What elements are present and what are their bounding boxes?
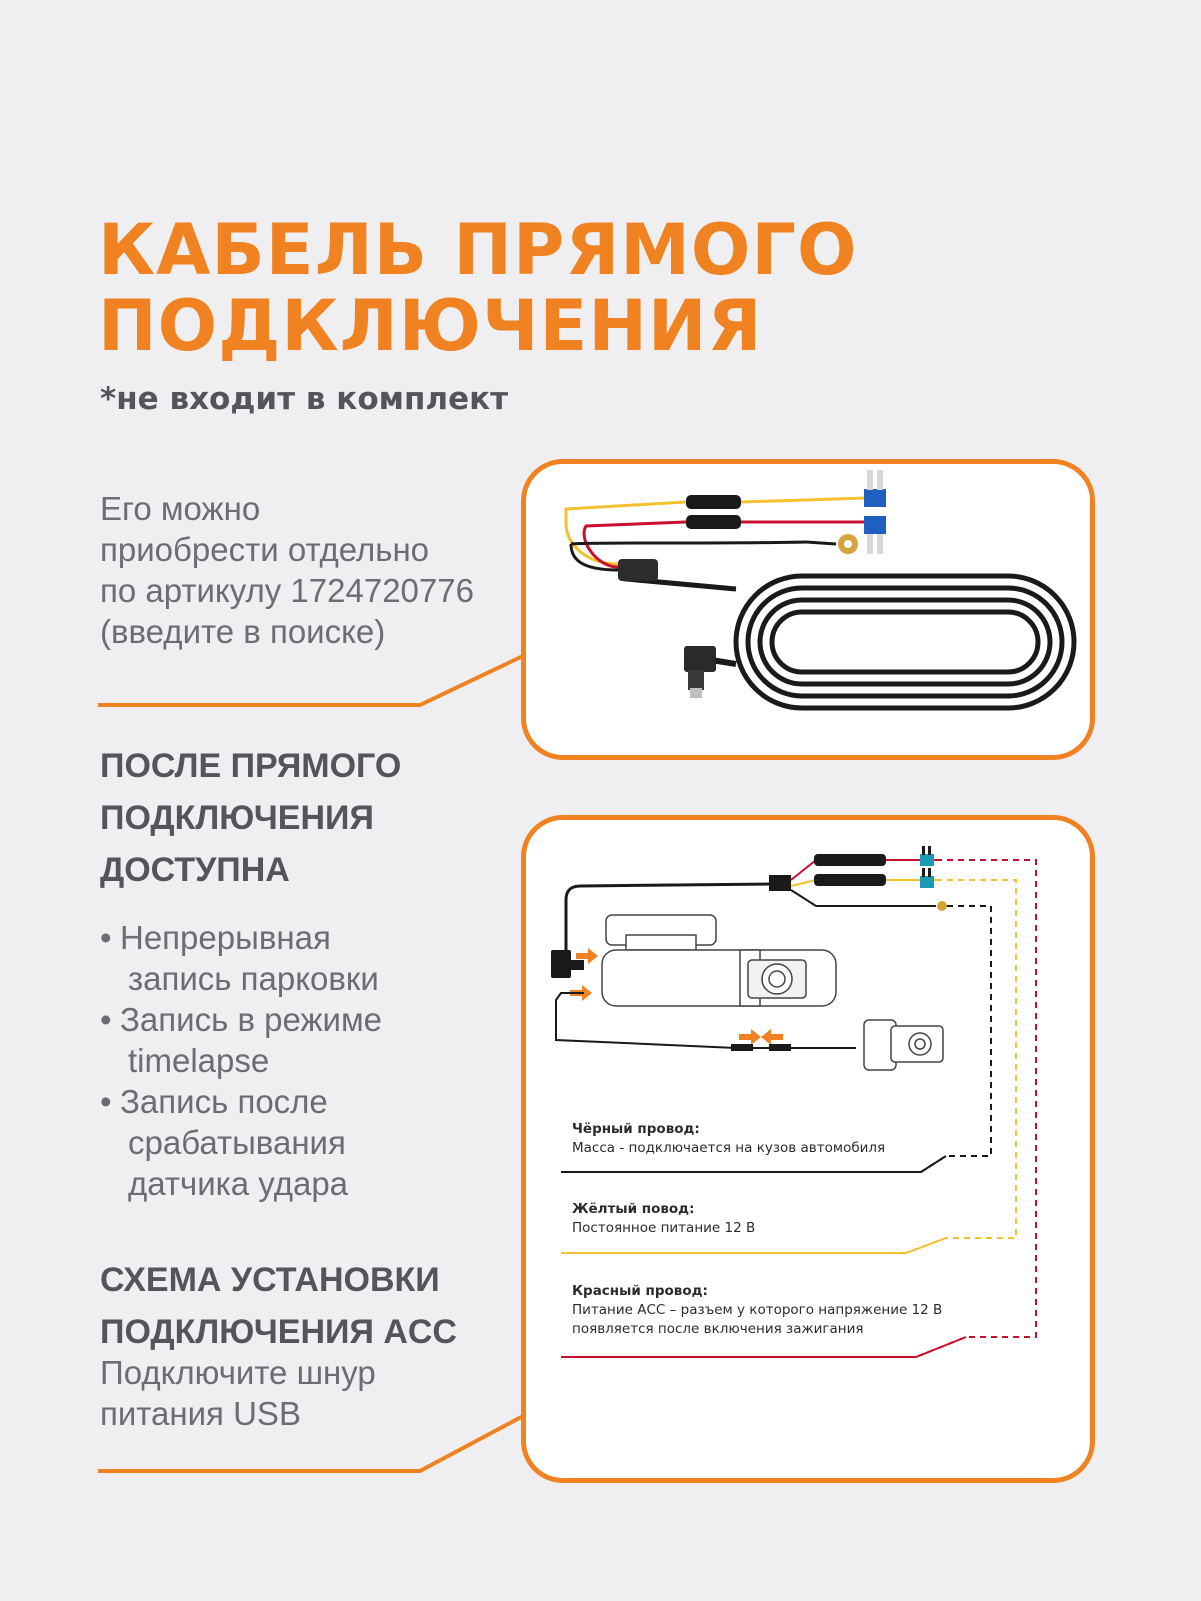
wire-label-title: Чёрный провод: [572,1121,700,1137]
wire-label-desc: Постоянное питание 12 В [572,1220,756,1236]
wire-label-desc: Масса - подключается на кузов автомобиля [572,1140,886,1156]
installation-body [100,1352,376,1434]
installation-heading-line: ПОДКЛЮЧЕНИЯ ACC [100,1313,457,1351]
dashcam-rear-icon [864,1020,943,1070]
wire-label-desc: Питание АСС – разъем у которого напряжение 12 В [572,1302,943,1318]
features-heading-line: ПОДКЛЮЧЕНИЯ [100,799,374,837]
fuse-tap-icon [864,470,886,554]
feature-item-line: • Запись после [120,1083,328,1120]
features-heading-line: ПОСЛЕ ПРЯМОГО [100,747,402,785]
feature-item [100,917,382,999]
fuse-holder-icon [814,854,886,886]
wire-label-title: Жёлтый повод: [572,1201,695,1217]
cable-coil-icon [736,576,1074,708]
features-heading-line: ДОСТУПНА [100,851,290,889]
connector-line-top [98,655,525,705]
wiring-diagram-card [521,815,1095,1483]
purchase-note-line: по артикулу 1724720776 [100,572,474,609]
feature-item-line: • Запись в режиме [120,1001,383,1038]
feature-item-line: срабатывания [128,1124,346,1161]
feature-item-line: датчика удара [128,1165,349,1202]
ground-terminal-icon [806,534,858,554]
wire-label-yellow [572,1200,755,1238]
features-heading [100,740,401,896]
inline-connector-icon [618,559,658,581]
purchase-note-line: Его можно [100,490,261,527]
usb-plug-icon [684,646,736,698]
feature-item-line: • Непрерывная [120,919,331,956]
purchase-note [100,488,520,652]
fuse-tap-icon [920,846,934,888]
installation-body-line: питания USB [100,1395,301,1432]
purchase-note-line: (введите в поиске) [100,613,386,650]
feature-item-line: запись парковки [128,960,379,997]
wire-label-red [572,1282,942,1339]
ground-terminal-icon [937,901,947,911]
feature-item-line: timelapse [128,1042,270,1079]
purchase-note-line: приобрести отдельно [100,531,430,568]
cable-illustration [526,464,1090,755]
page-subtitle: *не входит в комплект [100,381,509,417]
fuse-holder-icon [686,495,866,529]
title-line-2: ПОДКЛЮЧЕНИЯ [98,285,763,367]
feature-item [100,999,382,1081]
installation-heading [100,1254,457,1358]
cable-image-card [521,459,1095,760]
page-title [98,209,998,367]
wire-label-black [572,1120,885,1158]
dashcam-front-icon [602,915,836,1006]
wire-label-desc: появляется после включения зажигания [572,1321,864,1337]
installation-heading-line: СХЕМА УСТАНОВКИ [100,1261,440,1299]
wire-label-title: Красный провод: [572,1283,708,1299]
installation-body-line: Подключите шнур [100,1354,376,1391]
title-line-1: КАБЕЛЬ ПРЯМОГО [98,209,858,291]
features-list [100,917,382,1204]
feature-item [100,1081,382,1204]
